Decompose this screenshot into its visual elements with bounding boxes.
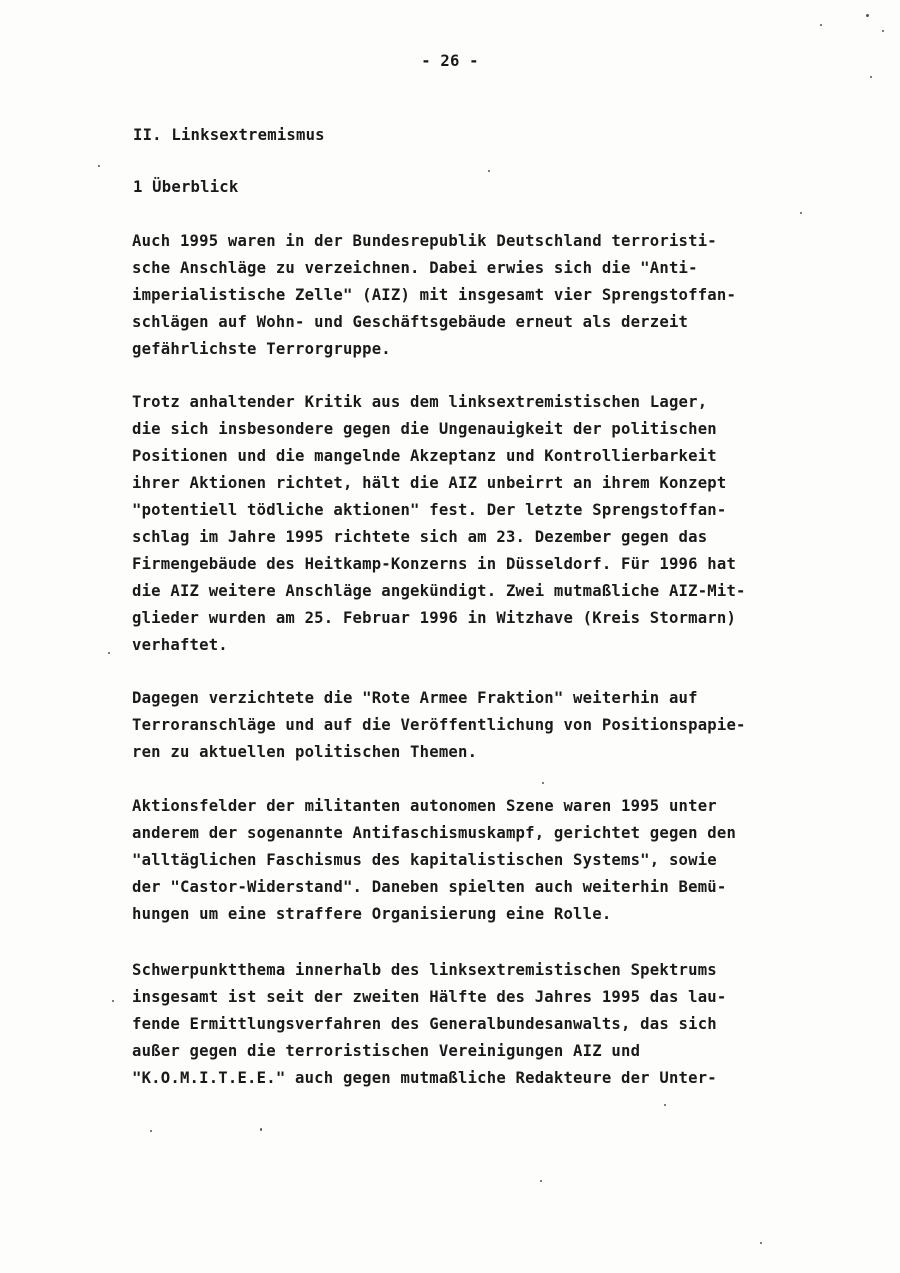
text-line: verhaftet. xyxy=(132,636,228,654)
text-line: hungen um eine straffere Organisierung eine Rolle. xyxy=(132,905,612,923)
paragraph-2 xyxy=(132,389,852,659)
text-line: Positionen und die mangelnde Akzeptanz und Kontrollierbarkeit xyxy=(132,447,717,465)
text-line: Firmengebäude des Heitkamp-Konzerns in Düsseldorf. Für 1996 hat xyxy=(132,555,737,573)
text-line: fende Ermittlungsverfahren des Generalbundesanwalts, das sich xyxy=(132,1015,717,1033)
scan-speck xyxy=(664,1104,666,1106)
scan-speck xyxy=(542,782,544,784)
text-line: Terroranschläge und auf die Veröffentlichung von Positionspapie- xyxy=(132,716,746,734)
text-line: Schwerpunktthema innerhalb des linksextremistischen Spektrums xyxy=(132,961,717,979)
text-line: die sich insbesondere gegen die Ungenauigkeit der politischen xyxy=(132,420,717,438)
scan-speck xyxy=(540,1180,542,1182)
text-line: sche Anschläge zu verzeichnen. Dabei erwies sich die "Anti- xyxy=(132,259,698,277)
text-line: insgesamt ist seit der zweiten Hälfte des Jahres 1995 das lau- xyxy=(132,988,727,1006)
text-line: außer gegen die terroristischen Vereinigungen AIZ und xyxy=(132,1042,641,1060)
text-line: "alltäglichen Faschismus des kapitalistischen Systems", sowie xyxy=(132,851,717,869)
text-line: gefährlichste Terrorgruppe. xyxy=(132,340,391,358)
text-line: "K.O.M.I.T.E.E." auch gegen mutmaßliche Redakteure der Unter- xyxy=(132,1069,717,1087)
text-line: die AIZ weitere Anschläge angekündigt. Zwei mutmaßliche AIZ-Mit- xyxy=(132,582,746,600)
scan-speck xyxy=(882,30,884,32)
scan-speck xyxy=(870,76,872,78)
subsection-heading: 1 Überblick xyxy=(133,178,239,196)
paragraph-1 xyxy=(132,228,852,363)
scan-speck xyxy=(866,14,869,17)
text-line: Trotz anhaltender Kritik aus dem linksextremistischen Lager, xyxy=(132,393,708,411)
scan-speck xyxy=(260,1128,262,1131)
section-heading: II. Linksextremismus xyxy=(133,126,325,144)
scan-speck xyxy=(108,652,110,654)
scan-speck xyxy=(98,165,100,167)
scan-speck xyxy=(112,1000,114,1002)
text-line: der "Castor-Widerstand". Daneben spielten auch weiterhin Bemü- xyxy=(132,878,727,896)
scan-speck xyxy=(760,1242,762,1244)
text-line: imperialistische Zelle" (AIZ) mit insgesamt vier Sprengstoffan- xyxy=(132,286,737,304)
text-line: "potentiell tödliche aktionen" fest. Der letzte Sprengstoffan- xyxy=(132,501,727,519)
scan-speck xyxy=(150,1130,152,1132)
text-line: ren zu aktuellen politischen Themen. xyxy=(132,743,478,761)
scan-speck xyxy=(800,212,802,214)
paragraph-5 xyxy=(132,957,852,1092)
text-line: anderem der sogenannte Antifaschismuskampf, gerichtet gegen den xyxy=(132,824,737,842)
text-line: schlag im Jahre 1995 richtete sich am 23. Dezember gegen das xyxy=(132,528,708,546)
text-line: glieder wurden am 25. Februar 1996 in Witzhave (Kreis Stormarn) xyxy=(132,609,737,627)
text-line: Aktionsfelder der militanten autonomen Szene waren 1995 unter xyxy=(132,797,717,815)
paragraph-3 xyxy=(132,685,852,766)
text-line: ihrer Aktionen richtet, hält die AIZ unbeirrt an ihrem Konzept xyxy=(132,474,727,492)
paragraph-4 xyxy=(132,793,852,928)
text-line: Auch 1995 waren in der Bundesrepublik Deutschland terroristi- xyxy=(132,232,717,250)
scan-speck xyxy=(488,170,490,172)
text-line: Dagegen verzichtete die "Rote Armee Fraktion" weiterhin auf xyxy=(132,689,698,707)
scan-speck xyxy=(820,24,822,26)
page-number: - 26 - xyxy=(421,52,479,70)
text-line: schlägen auf Wohn- und Geschäftsgebäude erneut als derzeit xyxy=(132,313,689,331)
